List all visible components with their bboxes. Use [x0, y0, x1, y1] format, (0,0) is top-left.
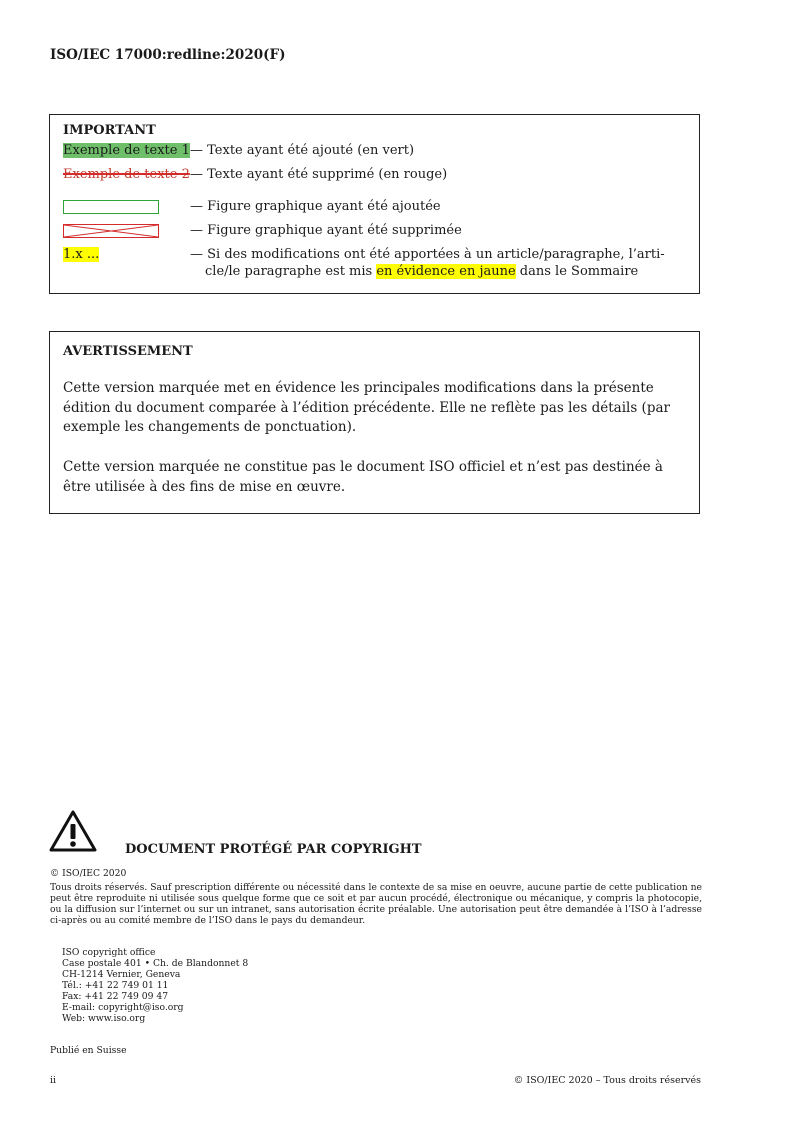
email-line: E-mail: copyright@iso.org	[62, 1002, 184, 1013]
legend-desc-highlight	[190, 246, 695, 280]
legend-desc-highlight-line2	[190, 263, 695, 280]
highlight-sample: 1.x ...	[63, 247, 100, 262]
highlight-desc-emphasis: en évidence en jaune	[376, 264, 516, 279]
published-in: Publié en Suisse	[50, 1045, 127, 1056]
address-line: Tél.: +41 22 749 01 11	[62, 980, 169, 991]
deleted-text-sample: Exemple de texte 2	[63, 167, 190, 182]
warning-paragraph-1: Cette version marquée met en évidence les principales modifications dans la présente édition du document comparée à l’édition précédente. Elle ne reflète pas les détails (par exemple les changements de ponctuation).	[63, 380, 670, 435]
web-line: Web: www.iso.org	[62, 1013, 146, 1024]
legend-sample-deleted	[63, 166, 190, 183]
important-legend-box	[49, 114, 700, 294]
legend-desc-highlight-line1: — Si des modifications ont été apportées à un article/paragraphe, l’arti-	[190, 247, 665, 262]
added-text-sample: Exemple de texte 1	[63, 143, 190, 158]
added-figure-sample	[63, 200, 159, 214]
copyright-title: DOCUMENT PROTÉGÉ PAR COPYRIGHT	[125, 842, 422, 857]
important-title: IMPORTANT	[63, 123, 156, 138]
warning-box	[49, 331, 700, 514]
highlight-desc-text: cle/le paragraphe est mis	[205, 264, 377, 279]
warning-paragraph-2: Cette version marquée ne constitue pas le document ISO officiel et n’est pas destinée à être utilisée à des fins de mise en œuvre.	[63, 459, 663, 495]
warning-title: AVERTISSEMENT	[63, 344, 193, 359]
copyright-text: Tous droits réservés. Sauf prescription différente ou nécessité dans le contexte de sa mise en oeuvre, aucune partie de cette publication ne peut être reproduite ni utilisée sous quelque forme que ce soit et par aucun procédé, électronique ou mécanique, y compris la photocopie, ou la diffusion sur l’internet ou sur un intranet, sans autorisation écrite préalable. Une autorisation peut être demandée à l’ISO à l’adresse ci-après ou au comité membre de l’ISO dans le pays du demandeur.	[50, 882, 702, 926]
document-id: ISO/IEC 17000:redline:2020(F)	[50, 47, 286, 63]
cross-icon	[64, 225, 158, 237]
highlight-desc-tail: dans le Sommaire	[515, 264, 639, 279]
footer-rights: © ISO/IEC 2020 – Tous droits réservés	[513, 1075, 701, 1086]
legend-desc-deleted: — Texte ayant été supprimé (en rouge)	[190, 167, 448, 182]
address-line: ISO copyright office	[62, 947, 156, 958]
legend-sample-added	[63, 142, 190, 159]
address-line: CH-1214 Vernier, Geneva	[62, 969, 181, 980]
legend-desc-figure-deleted: — Figure graphique ayant été supprimée	[190, 223, 462, 238]
address-line: Case postale 401 • Ch. de Blandonnet 8	[62, 958, 249, 969]
copyright-year: © ISO/IEC 2020	[50, 868, 127, 879]
legend-desc-added: — Texte ayant été ajouté (en vert)	[190, 143, 415, 158]
warning-triangle-icon	[49, 810, 97, 852]
deleted-figure-sample	[63, 224, 159, 238]
page-number: ii	[50, 1075, 57, 1086]
copyright-address	[62, 947, 248, 1024]
address-line: Fax: +41 22 749 09 47	[62, 991, 169, 1002]
legend-sample-highlight	[63, 246, 99, 263]
legend-desc-figure-added: — Figure graphique ayant été ajoutée	[190, 199, 441, 214]
